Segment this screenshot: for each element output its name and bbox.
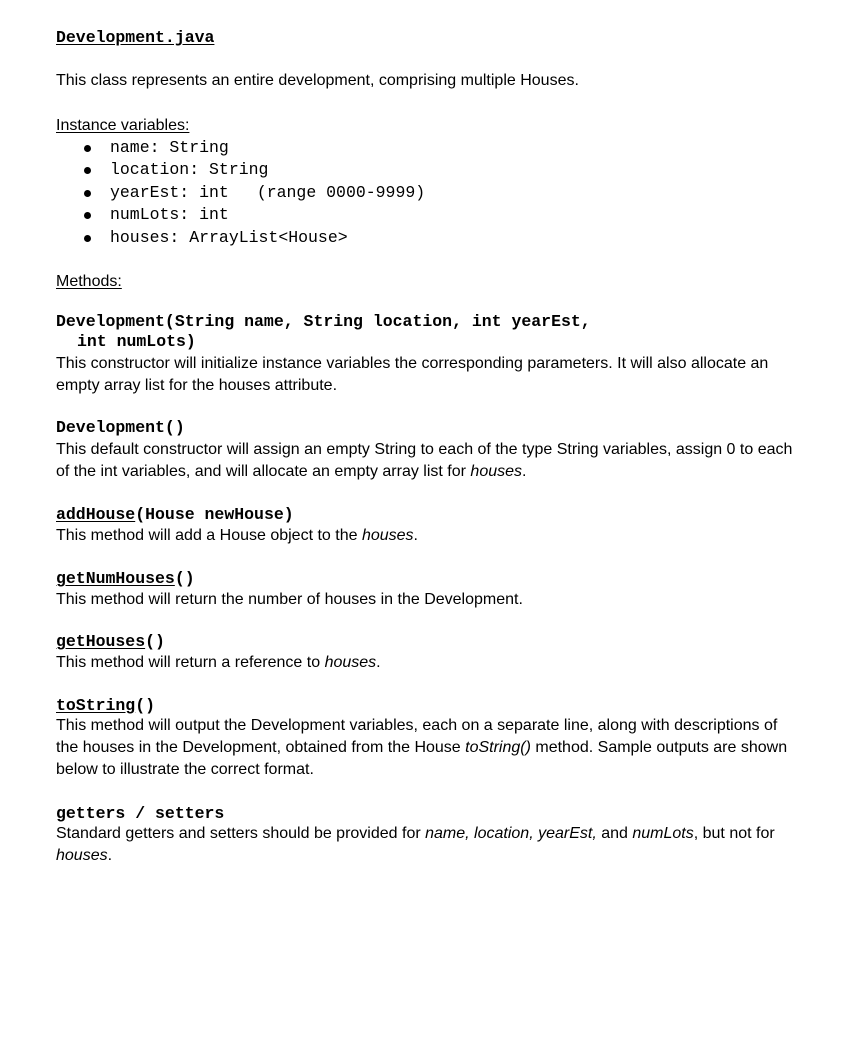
add-house-params: (House newHouse) bbox=[135, 505, 294, 524]
get-num-houses-description: This method will return the number of houses in the Development. bbox=[56, 591, 523, 608]
bullet-icon bbox=[84, 235, 91, 242]
constructor-default-description: This default constructor will assign an empty String to each of the type String variables, assign 0 to each of the int variables, and will allocate an empty array list for houses. bbox=[56, 441, 793, 480]
variable-houses: houses: ArrayList<House> bbox=[110, 228, 348, 247]
variable-yearest: yearEst: int bbox=[110, 183, 229, 202]
add-house-signature bbox=[56, 505, 294, 525]
get-houses-params: () bbox=[145, 632, 165, 651]
add-house-method-name: addHouse bbox=[56, 505, 136, 524]
instance-variables-heading: Instance variables: bbox=[56, 117, 190, 134]
get-houses-description: This method will return a reference to houses. bbox=[56, 654, 381, 671]
get-num-houses-signature bbox=[56, 569, 195, 589]
variable-name: name: String bbox=[110, 138, 229, 157]
methods-heading: Methods: bbox=[56, 273, 122, 290]
constructor-default-signature: Development() bbox=[56, 418, 185, 437]
yearest-range-note: (range 0000-9999) bbox=[256, 183, 426, 202]
get-houses-signature bbox=[56, 632, 165, 652]
add-house-description: This method will add a House object to the houses. bbox=[56, 527, 418, 544]
get-num-houses-method-name: getNumHouses bbox=[56, 569, 175, 588]
bullet-icon bbox=[84, 167, 91, 174]
document-title: Development.java bbox=[56, 28, 215, 47]
getters-setters-description: Standard getters and setters should be provided for name, location, yearEst, and numLots, but not for houses. bbox=[56, 825, 775, 864]
variable-numlots: numLots: int bbox=[110, 205, 229, 224]
to-string-signature bbox=[56, 696, 155, 716]
constructor-full-signature-line1: Development(String name, String location, int yearEst, bbox=[56, 312, 591, 331]
to-string-method-name: toString bbox=[56, 696, 136, 715]
bullet-icon bbox=[84, 145, 91, 152]
to-string-params: () bbox=[135, 696, 156, 715]
variable-location: location: String bbox=[110, 160, 269, 179]
getters-setters-heading: getters / setters bbox=[56, 804, 225, 823]
bullet-icon bbox=[84, 190, 91, 197]
to-string-description: This method will output the Development variables, each on a separate line, along with descriptions of the houses in the Development, obtained from the House toString() method. Sample outputs are shown below to illustrate the correct format. bbox=[56, 717, 788, 778]
class-description: This class represents an entire development, comprising multiple Houses. bbox=[56, 72, 579, 89]
get-houses-method-name: getHouses bbox=[56, 632, 146, 651]
get-num-houses-params: () bbox=[174, 569, 195, 588]
constructor-full-signature-line2: int numLots) bbox=[77, 332, 196, 351]
constructor-full-description: This constructor will initialize instance variables the corresponding parameters. It will also allocate an empty array list for the houses attribute. bbox=[56, 355, 769, 394]
bullet-icon bbox=[84, 212, 91, 219]
